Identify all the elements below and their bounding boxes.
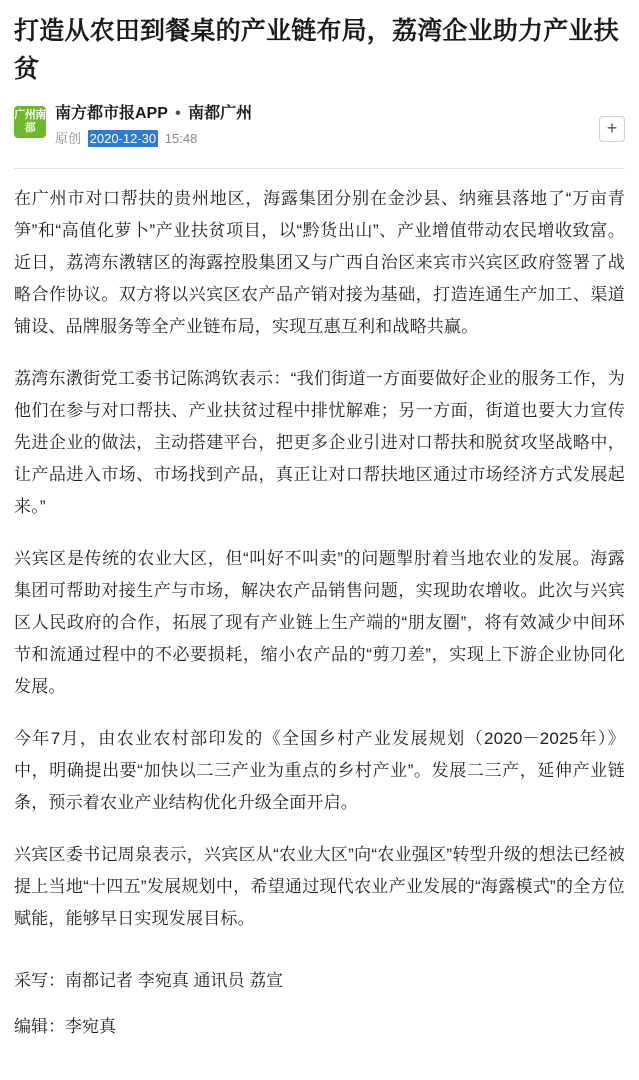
- article-body: [14, 183, 625, 935]
- source-line: [55, 104, 625, 124]
- article-paragraph: 兴宾区是传统的农业大区，但“叫好不叫卖”的问题掣肘着当地农业的发展。海露集团可帮助对接生产与市场，解决农产品销售问题，实现助农增收。此次与兴宾区人民政府的合作，拓展了现有产业链上生产端的“朋友圈”，将有效减少中间环节和流通过程中的不必要损耗，缩小农产品的“剪刀差”，实现上下游企业协同化发展。: [14, 549, 625, 696]
- publish-time: 15:48: [164, 131, 198, 146]
- follow-button[interactable]: +: [599, 116, 625, 142]
- article-paragraph: 在广州市对口帮扶的贵州地区，海露集团分别在金沙县、纳雍县落地了“万亩青笋”和“高值化萝卜”产业扶贫项目，以“黔货出山”、产业增值带动农民增收致富。近日，荔湾东漖辖区的海露控股集团又与广西自治区来宾市兴宾区政府签署了战略合作协议。双方将以兴宾区农产品产销对接为基础，打造连通生产加工、渠道铺设、品牌服务等全产业链布局，实现互惠互利和战略共赢。: [14, 189, 625, 336]
- page-title: 打造从农田到餐桌的产业链布局，荔湾企业助力产业扶贫: [14, 17, 619, 83]
- meta-line: [55, 130, 625, 148]
- channel-name[interactable]: 南都广州: [188, 105, 253, 122]
- byline: [14, 98, 625, 156]
- header-divider: [14, 168, 625, 169]
- original-tag: 原创: [55, 131, 82, 146]
- publish-date: 2020-12-30: [89, 131, 157, 146]
- credit-editor: 编辑：李宛真: [14, 1017, 116, 1036]
- article-paragraph: 兴宾区委书记周泉表示，兴宾区从“农业大区”向“农业强区”转型升级的想法已经被提上当地“十四五”发展规划中，希望通过现代农业产业发展的“海露模式”的全方位赋能，能够早日实现发展目标。: [14, 845, 625, 928]
- source-name[interactable]: 南方都市报APP: [55, 105, 168, 122]
- separator-dot: •: [175, 105, 181, 122]
- article-paragraph: 荔湾东漖街党工委书记陈鸿钦表示：“我们街道一方面要做好企业的服务工作，为他们在参与对口帮扶、产业扶贫过程中排忧解难；另一方面，街道也要大力宣传先进企业的做法，主动搭建平台，把更多企业引进对口帮扶和脱贫攻坚战略中，让产品进入市场、市场找到产品，真正让对口帮扶地区通过市场经济方式发展起来。”: [14, 369, 625, 516]
- article-credits: [14, 965, 625, 1043]
- publisher-logo: 广州南都: [14, 106, 46, 138]
- credit-writer: 采写：南都记者 李宛真 通讯员 荔宣: [14, 971, 284, 990]
- article-paragraph: 今年7月，由农业农村部印发的《全国乡村产业发展规划（2020－2025年）》中，明确提出要“加快以二三产业为重点的乡村产业”。发展二三产，延伸产业链条，预示着农业产业结构优化升级全面开启。: [14, 729, 625, 812]
- byline-text: [55, 104, 625, 148]
